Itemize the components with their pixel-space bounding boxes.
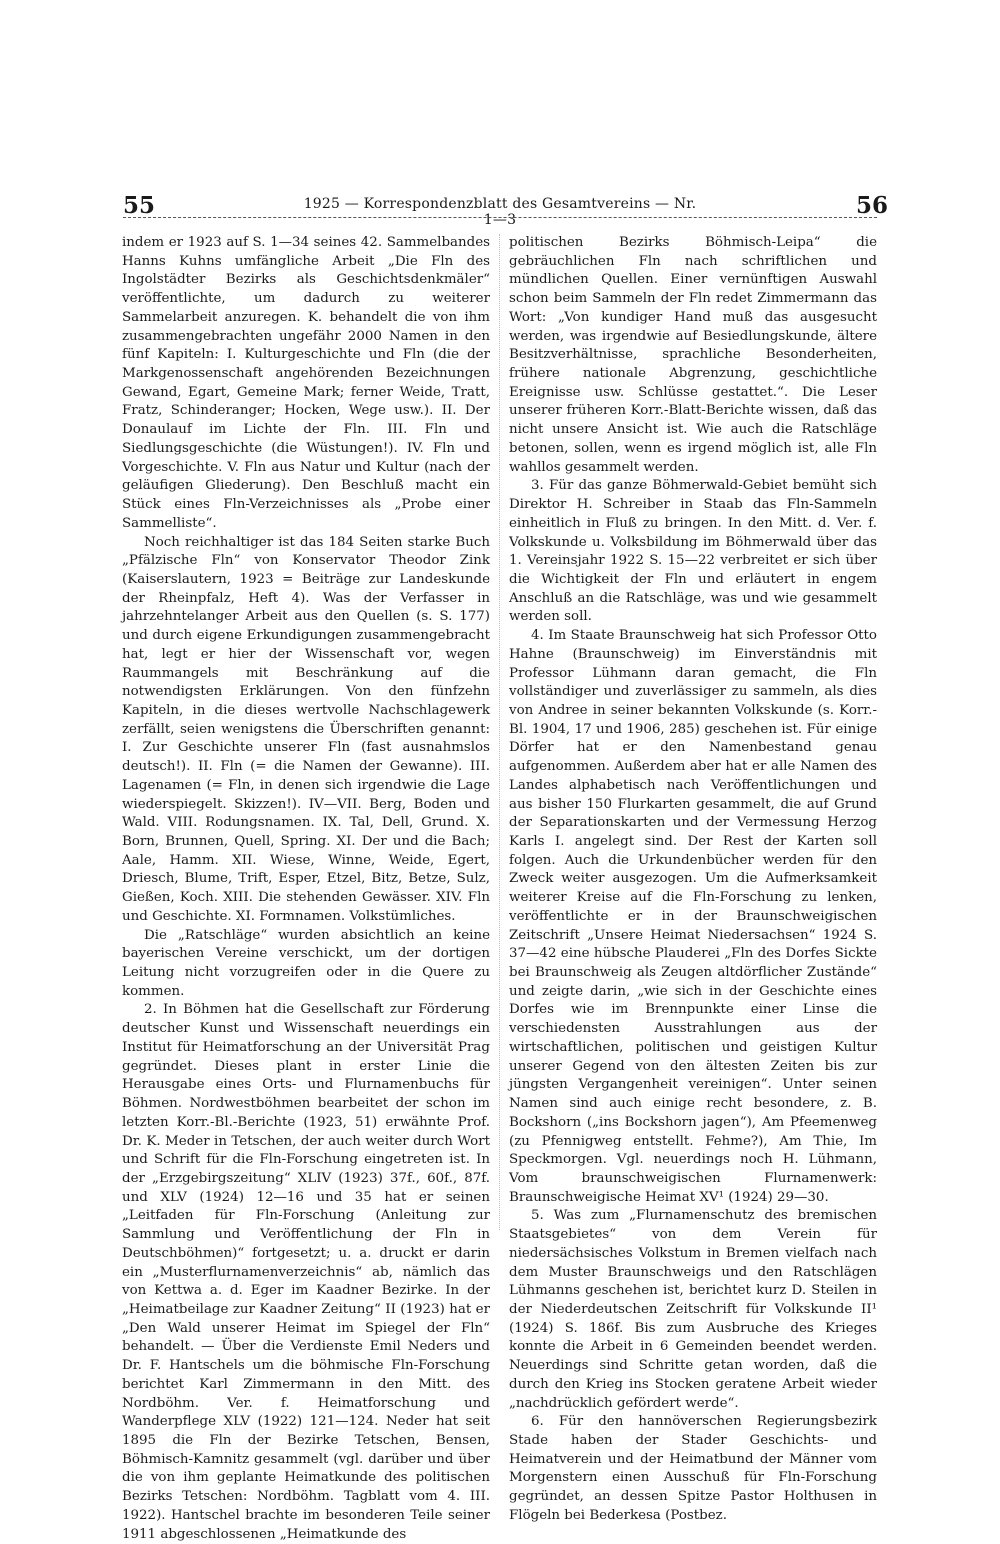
paragraph: 3. Für das ganze Böhmerwald-Gebiet bemüht sich Direktor H. Schreiber in Staab das Fln-Sammeln einheitlich in Fluß zu bringen. In den Mitt. d. Ver. f. Volkskunde u. Volksbildung im Böhmerwald über das 1. Vereinsjahr 1922 S. 15—22 verbreitet er sich über die Wichtigkeit der Fln und erläutert in engem Anschluß an die Ratschläge, was und wie gesammelt werden soll. [509, 478, 877, 625]
paragraph: Die „Ratschläge“ wurden absichtlich an keine bayerischen Vereine verschickt, um der dortigen Leitung nicht vorzugreifen oder in die Quere zu kommen. [122, 927, 490, 999]
paragraph: 5. Was zum „Flurnamenschutz des bremischen Staatsgebietes“ von dem Verein für niedersächsisches Volkstum in Bremen vielfach nach dem Muster Braunschweigs und den Ratschlägen Lühmanns geschehen ist, berichtet kurz D. Steilen in der Niederdeutschen Zeitschrift für Volkskunde II¹ (1924) S. 186f. Bis zum Ausbruche des Krieges konnte die Arbeit in 6 Gemeinden beendet werden. Neuerdings sind Schritte getan worden, daß die durch den Krieg ins Stocken geratene Arbeit wieder „nachdrücklich gefördert werde“. [509, 1208, 877, 1411]
left-page-number: 55 [123, 192, 156, 219]
paragraph: 2. In Böhmen hat die Gesellschaft zur Förderung deutscher Kunst und Wissenschaft neuerdings ein Institut für Heimatforschung an der Universität Prag gegründet. Dieses plant in erster Linie die Herausgabe eines Orts- und Flurnamenbuchs für Böhmen. Nordwestböhmen bearbeitet der schon im letzten Korr.-Bl.-Berichte (1923, 51) erwähnte Prof. Dr. K. Meder in Tetschen, der auch weiter durch Wort und Schrift für die Fln-Forschung eingetreten ist. In der „Erzgebirgszeitung“ XLIV (1923) 37f., 60f., 87f. und XLV (1924) 12—16 und 35 hat er seinen „Leitfaden für Fln-Forschung (Anleitung zur Sammlung und Veröffentlichung der Fln in Deutschböhmen)“ fortgesetzt; u. a. druckt er darin ein „Musterflurnamenverzeichnis“ ab, nämlich das von Kettwa a. d. Eger im Kaadner Bezirke. In der „Heimatbeilage zur Kaadner Zeitung“ II (1923) hat er „Den Wald unserer Heimat im Spiegel der Fln“ behandelt. — Über die Verdienste Emil Neders und Dr. F. Hantschels um die böhmische Fln-Forschung berichtet Karl Zimmermann in den Mitt. des Nordböhm. Ver. f. Heimatforschung und Wanderpflege XLV (1922) 121—124. Neder hat seit 1895 die Fln der Bezirke Tetschen, Bensen, Böhmisch-Kamnitz gesammelt (vgl. darüber und über die von ihm geplante Heimatkunde des politischen Bezirks Tetschen: Nordböhm. Tagblatt vom 4. III. 1922). Hantschel brachte im besonderen Teile seiner 1911 abgeschlossenen „Heimatkunde des [122, 1002, 490, 1542]
header-rule [123, 217, 877, 218]
left-column [122, 234, 490, 1544]
right-column [509, 234, 877, 1526]
paragraph: politischen Bezirks Böhmisch-Leipa“ die gebräuchlichen Fln nach schriftlichen und mündlichen Quellen. Einer vernünftigen Auswahl schon beim Sammeln der Fln redet Zimmermann das Wort: „Von kundiger Hand muß das ausgesucht werden, was irgendwie auf Besiedlungskunde, ältere Besitzverhältnisse, sprachliche Besonderheiten, frühere nationale Abgrenzung, geschichtliche Ereignisse usw. Schlüsse gestattet.“. Die Leser unserer früheren Korr.-Blatt-Berichte wissen, daß das nicht unsere Ansicht ist. Wie auch die Ratschläge betonen, sollen, wenn es irgend möglich ist, alle Fln wahllos gesammelt werden. [509, 235, 877, 475]
paragraph: Noch reichhaltiger ist das 184 Seiten starke Buch „Pfälzische Fln“ von Konservator Theodor Zink (Kaiserslautern, 1923 = Beiträge zur Landeskunde der Rheinpfalz, Heft 4). Was der Verfasser in jahrzehntelanger Arbeit aus den Quellen (s. S. 177) und durch eigene Erkundigungen zusammengebracht hat, legt er hier der Wissenschaft vor, wegen Raummangels mit Beschränkung auf die notwendigsten Erklärungen. Von den fünfzehn Kapiteln, in die dieses wertvolle Nachschlagewerk zerfällt, seien wenigstens die Überschriften genannt: I. Zur Geschichte unserer Fln (fast ausnahmslos deutsch!). II. Fln (= die Namen der Gewanne). III. Lagenamen (= Fln, in denen sich irgendwie die Lage wiederspiegelt. Skizzen!). IV—VII. Berg, Boden und Wald. VIII. Rodungsnamen. IX. Tal, Dell, Grund. X. Born, Brunnen, Quell, Spring. XI. Der und die Bach; Aale, Hamm. XII. Wiese, Winne, Weide, Egert, Driesch, Blume, Trift, Esper, Etzel, Bitz, Betze, Sulz, Gießen, Koch. XIII. Die stehenden Gewässer. XIV. Fln und Geschichte. XI. Formnamen. Volkstümliches. [122, 534, 490, 924]
paragraph: indem er 1923 auf S. 1—34 seines 42. Sammelbandes Hanns Kuhns umfängliche Arbeit „Die Fln des Ingolstädter Bezirks als Geschichtsdenkmäler“ veröffentlichte, um dadurch zu weiterer Sammelarbeit anzuregen. K. behandelt die von ihm zusammengebrachten ungefähr 2000 Namen in den fünf Kapiteln: I. Kulturgeschichte und Fln (die der Markgenossenschaft angehörenden Bezeichnungen Gewand, Egart, Gemeine Mark; ferner Weide, Tratt, Fratz, Schinderanger; Hocken, Wege usw.). II. Der Donaulauf im Lichte der Fln. III. Fln und Siedlungsgeschichte (die Wüstungen!). IV. Fln und Vorgeschichte. V. Fln aus Natur und Kultur (nach der geläufigen Gliederung). Den Beschluß macht ein Stück eines Fln-Verzeichnisses als „Probe einer Sammelliste“. [122, 235, 490, 531]
running-head: 1925 — Korrespondenzblatt des Gesamtvereins — Nr. 1—3 [303, 196, 697, 228]
column-divider [499, 234, 500, 1230]
right-page-number: 56 [856, 192, 889, 219]
paragraph: 4. Im Staate Braunschweig hat sich Professor Otto Hahne (Braunschweig) im Einverständnis mit Professor Lühmann daran gemacht, die Fln vollständiger und zuverlässiger zu sammeln, als dies von Andree in seiner bekannten Volkskunde (s. Korr.-Bl. 1904, 17 und 1906, 285) geschehen ist. Für einige Dörfer hat er den Namenbestand genau aufgenommen. Außerdem aber hat er alle Namen des Landes alphabetisch nach Veröffentlichungen und aus bisher 150 Flurkarten gesammelt, die auf Grund der Separationskarten und der Vermessung Herzog Karls I. angelegt sind. Der Rest der Karten soll folgen. Auch die Urkundenbücher werden für den Zweck weiter ausgezogen. Um die Aufmerksamkeit weiterer Kreise auf die Fln-Forschung zu lenken, veröffentlichte er in der Braunschweigischen Zeitschrift „Unsere Heimat Niedersachsen“ 1924 S. 37—42 eine hübsche Plauderei „Fln des Dorfes Sickte bei Braunschweig als Zeugen altdörflicher Zustände“ und zeigte darin, „wie sich in der Geschichte eines Dorfes wie im Brennpunkte einer Linse die verschiedensten Ausstrahlungen aus der wirtschaftlichen, politischen und geistigen Kultur unserer Gegend von den ältesten Zeiten bis zur jüngsten Vergangenheit vereinigen“. Unter seinen Namen sind auch einige recht besondere, z. B. Bockshorn („ins Bockshorn jagen“), Am Pfeemenweg (zu Pfennigweg entstellt. Fehme?), Am Thie, Im Speckmorgen. Vgl. neuerdings noch H. Lühmann, Vom braunschweigischen Flurnamenwerk: Braunschweigische Heimat XV¹ (1924) 29—30. [509, 628, 877, 1205]
paragraph: 6. Für den hannöverschen Regierungsbezirk Stade haben der Stader Geschichts- und Heimatverein und der Heimatbund der Männer vom Morgenstern einen Ausschuß für Fln-Forschung gegründet, an dessen Spitze Pastor Holthusen in Flögeln bei Bederkesa (Postbez. [509, 1414, 877, 1523]
